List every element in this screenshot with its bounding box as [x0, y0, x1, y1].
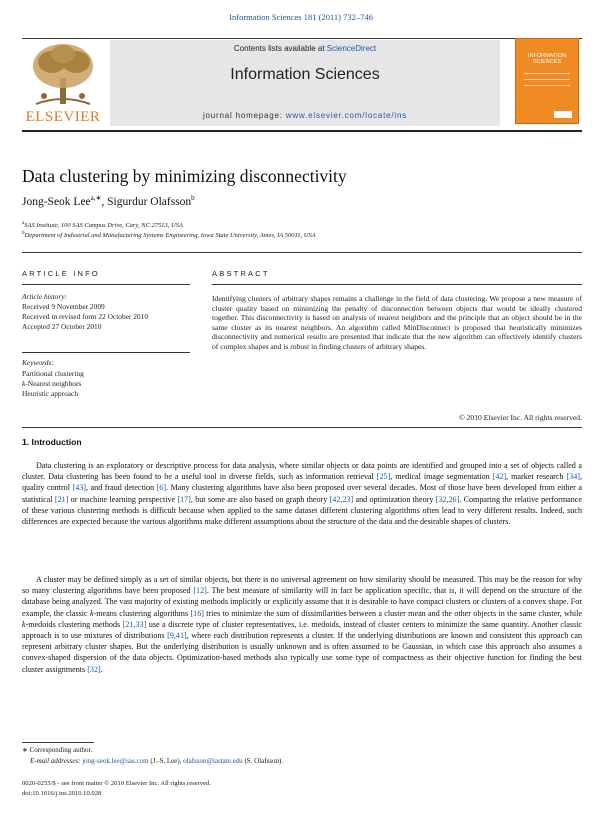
intro-paragraph-2 — [22, 574, 582, 675]
author-list — [22, 194, 195, 208]
corresponding-author-note — [22, 746, 92, 754]
paragraph-text: , and fraud detection — [85, 483, 157, 493]
history-label: Article history: — [22, 292, 67, 301]
citation-link[interactable]: [12] — [193, 586, 207, 596]
section-rule — [22, 252, 582, 253]
author-name[interactable]: Jong-Seok Lee — [22, 195, 91, 208]
email-link[interactable]: jong-seok.lee@sas.com — [82, 757, 149, 765]
cover-title — [516, 53, 578, 65]
paragraph-text: , medical image segmentation — [390, 472, 493, 482]
affiliation — [22, 221, 183, 229]
sciencedirect-link[interactable]: ScienceDirect — [326, 44, 377, 53]
citation-link[interactable]: [43] — [72, 483, 86, 493]
front-matter-line: 0020-0255/$ - see front matter © 2010 Elsevier Inc. All rights reserved. — [22, 780, 212, 787]
section-rule — [22, 427, 582, 428]
history-item: Received in revised form 22 October 2010 — [22, 312, 149, 321]
tree-logo-icon — [22, 40, 104, 110]
citation-link[interactable]: [32] — [87, 664, 101, 674]
citation-link[interactable]: [21] — [54, 494, 69, 504]
article-info-heading: ARTICLE INFO — [22, 269, 100, 278]
paragraph-text: A cluster may be defined simply as a set of similar objects, but there is no universal agreement on how similarity should be measured. This may be the reason for why so many clustering algorithms have been proposed — [22, 575, 582, 596]
paragraph-text: -means clustering algorithms — [93, 608, 191, 618]
footnote-text: Corresponding author. — [27, 746, 93, 754]
homepage-link[interactable]: www.elsevier.com/locate/ins — [285, 111, 408, 120]
cover-image — [515, 38, 579, 124]
citation-link[interactable]: [42] — [492, 472, 507, 482]
article-info-rule — [22, 284, 190, 285]
paragraph-text: , but some are also based on graph theory — [190, 494, 330, 504]
citation-link[interactable]: [25] — [376, 472, 391, 482]
paragraph-text: , market research — [506, 472, 567, 482]
history-item: Received 9 November 2009 — [22, 302, 105, 311]
author-affiliation-mark[interactable]: a,∗ — [90, 194, 102, 202]
header-rule — [22, 38, 582, 39]
cover-publisher-mark — [554, 111, 572, 118]
affiliation — [22, 231, 316, 239]
cover-title-line1: INFORMATION — [527, 53, 567, 59]
email-owner: (S. Olafsson). — [242, 757, 284, 765]
history-item: Accepted 27 October 2010 — [22, 322, 102, 331]
journal-name: Information Sciences — [230, 66, 380, 83]
email-owner: (J.-S. Lee), — [148, 757, 184, 765]
paragraph-text: use a discrete type of cluster representatives, i.e. medoids, instead of cluster centers to minimize the same quantity. Another classic approach is to use mixtures of distributions — [22, 619, 582, 641]
email-note — [22, 757, 283, 765]
contents-prefix: Contents lists available at — [233, 44, 327, 53]
abstract-copyright: © 2010 Elsevier Inc. All rights reserved. — [458, 413, 582, 422]
abstract-rule — [212, 284, 582, 285]
keyword-rest: -Nearest neighbors — [25, 379, 82, 388]
abstract-heading: ABSTRACT — [212, 269, 270, 278]
email-label: E-mail addresses: — [30, 757, 81, 765]
paragraph-text: -medoids clustering methods — [25, 619, 123, 629]
citation-link[interactable]: [17] — [177, 494, 191, 504]
journal-cover — [511, 34, 581, 126]
paragraph-text: Data clustering is an exploratory or descriptive process for data analysis, where similar objects or data points are identified and grouped into a set of objects called a cluster. Data clustering has been found to be a useful tool in diverse fields, such as information retrieval — [22, 461, 582, 482]
paragraph-text: . — [100, 664, 103, 674]
keyword: Heuristic approach — [22, 389, 79, 398]
elsevier-logo — [22, 40, 104, 126]
publisher-wordmark: ELSEVIER — [25, 109, 101, 125]
paragraph-text: tries to minimize the sum of dissimilarities between a cluster mean and the other objects in the same cluster, while — [203, 608, 582, 618]
keyword: Partitional clustering — [22, 369, 84, 378]
footnote-star: ∗ — [22, 746, 28, 754]
paragraph-text: . Comparing the relative performance of these various clustering methods is difficult because when applied to the same dataset different clustering algorithms often lead to very different results. Indeed, such differences are expected because the various algorithms make different assumptions about the structure of the data and the desirable shapes of clusters. — [22, 494, 582, 527]
footnote-rule — [22, 742, 94, 743]
paragraph-text: . The best measure of similarity will in fact be application specific, that is, it will depend on the structure of the database being analyzed. The vast majority of existing methods implicitly or explicitly assume that it is desirable to have compact clusters or clusters of a convex shape. For example, the classic — [22, 586, 582, 618]
citation-link[interactable]: [42,23] — [329, 494, 354, 504]
citation-link[interactable]: [16] — [190, 608, 204, 618]
email-link[interactable]: olafsson@iastate.edu — [183, 757, 243, 765]
cover-rule — [524, 79, 570, 80]
homepage-line — [110, 111, 500, 120]
homepage-prefix: journal homepage: — [202, 111, 286, 120]
cover-rule — [524, 73, 570, 74]
paragraph-text: . Many clustering algorithms have also been proposed over several decades. Most of those have been developed from either a statistical — [22, 483, 583, 504]
journal-reference[interactable]: Information Sciences 181 (2011) 732–746 — [229, 12, 373, 22]
affiliation-text: Department of Industrial and Manufacturing Systems Engineering, Iowa State University, Ames, IA 50011, USA — [24, 232, 316, 240]
keywords-label: Keywords: — [22, 358, 54, 367]
citation-link[interactable]: [9,41] — [167, 631, 187, 641]
italic-text: k — [22, 619, 26, 629]
keywords-rule — [22, 352, 190, 353]
intro-paragraph-1 — [22, 460, 582, 527]
doi-link[interactable]: doi:10.1016/j.ins.2010.10.028 — [22, 790, 102, 797]
paragraph-text: and optimization theory — [353, 494, 436, 504]
affiliation-text: SAS Institute, 100 SAS Campus Drive, Cary, NC 27513, USA — [24, 222, 183, 230]
author-name[interactable]: Sigurdur Olafsson — [107, 195, 192, 208]
section-heading: 1. Introduction — [22, 437, 82, 447]
paragraph-text: , quality control — [22, 472, 582, 493]
keyword-k: k — [22, 379, 26, 388]
author-affiliation-mark[interactable]: b — [191, 194, 195, 202]
paragraph-text: , where each distribution represents a cluster. If the underlying distributions are known and consistent this approach can represent arbitrary cluster shapes. But the underlying distribution is usually unknown and is often assumed to be Gaussian, in which case this approach also assumes a convex-shaped dispersion of the data objects. Optimization-based methods also typically use some type of compactness as their objective function for finding the best cluster assignments — [22, 631, 582, 674]
header-thick-rule — [22, 130, 582, 132]
citation-link[interactable]: [32,26] — [435, 494, 460, 504]
affiliation-mark: a — [22, 221, 25, 226]
contents-line — [110, 44, 500, 53]
paragraph-text: or machine learning perspective — [68, 494, 178, 504]
paper-title: Data clustering by minimizing disconnectivity — [22, 166, 347, 186]
affiliation-mark: b — [22, 231, 25, 236]
abstract-text: Identifying clusters of arbitrary shapes remains a challenge in the field of data clustering. We propose a new measure of cluster quality based on minimizing the penalty of disconnection between objects that would be ideally clustered together. This disconnectivity is based on analysis of nearest neighbors and the principle that an object should be in the same cluster as its nearest neighbors. An algorithm called MinDisconnect is proposed that heuristically minimizes disconnectivity and numerical results are presented that indicate that the new algorithm can effectively identify clusters of complex shapes and is robust in finding clusters of arbitrary shapes. — [212, 294, 582, 351]
citation-link[interactable]: [21,33] — [122, 619, 147, 629]
author-separator: , — [101, 195, 108, 208]
citation-link[interactable]: [6] — [156, 483, 167, 493]
cover-title-line2: SCIENCES — [532, 59, 562, 65]
citation-link[interactable]: [34] — [566, 472, 580, 482]
journal-banner — [110, 40, 500, 126]
cover-rule — [524, 85, 570, 86]
italic-text: k — [89, 608, 94, 618]
keyword — [22, 379, 81, 388]
